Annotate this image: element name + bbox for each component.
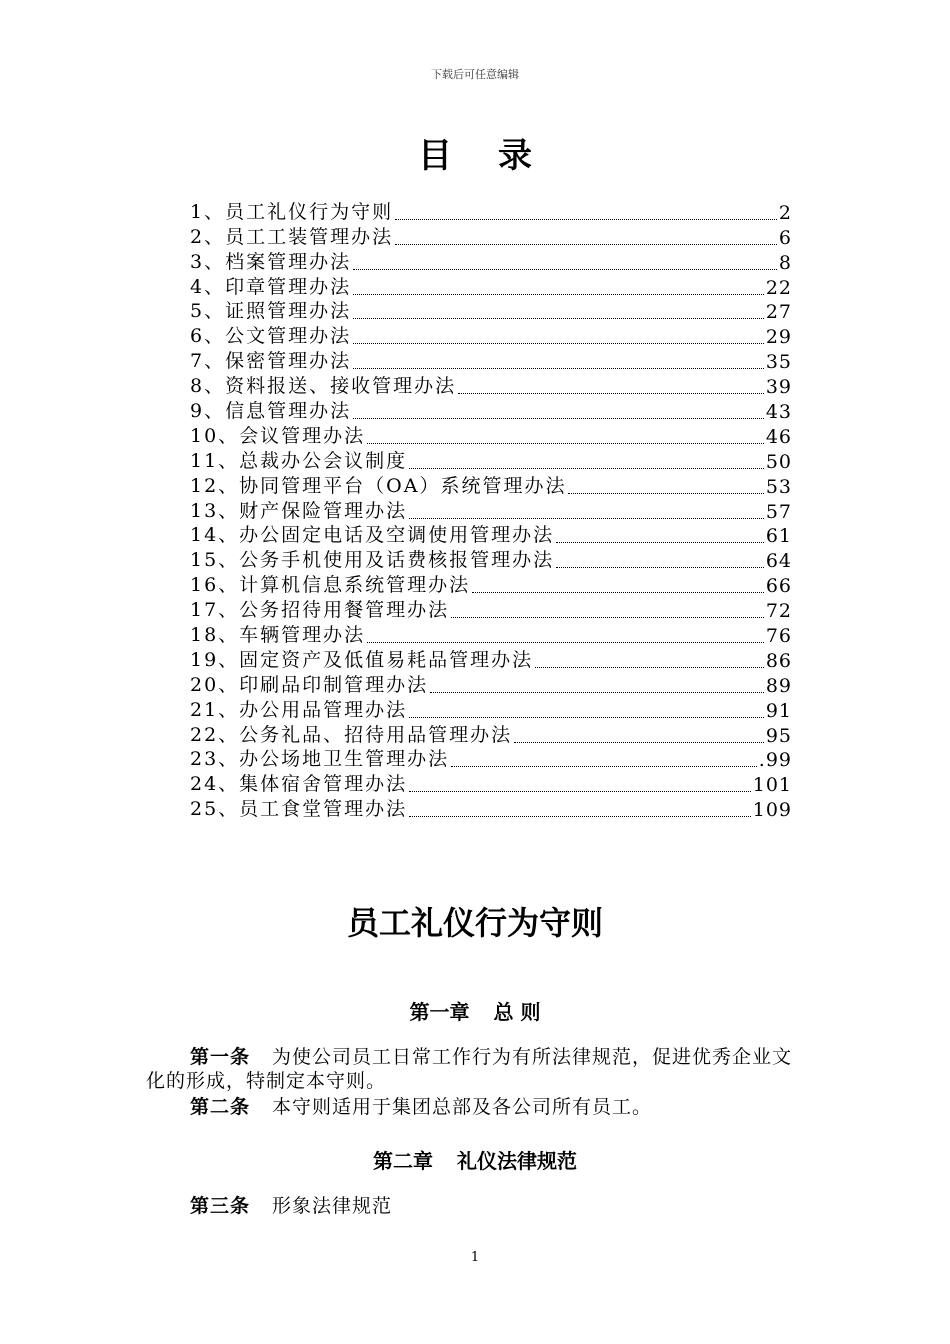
- toc-entry-label: 25、员工食堂管理办法: [190, 798, 408, 821]
- toc-entry-label: 9、信息管理办法: [190, 400, 352, 423]
- toc-entry-page: 46: [765, 425, 792, 448]
- chapter-heading: [0, 1145, 950, 1174]
- toc-entry-label: 13、财产保险管理办法: [190, 499, 408, 522]
- toc-entry-label: 24、集体宿舍管理办法: [190, 773, 408, 796]
- toc-entry-label: 6、公文管理办法: [190, 325, 352, 348]
- toc-entry-page: 89: [765, 674, 792, 697]
- toc-leader: [556, 567, 764, 568]
- toc-entry[interactable]: [190, 572, 792, 597]
- toc-entry-label: 1、员工礼仪行为守则: [190, 200, 394, 223]
- toc-leader: [353, 368, 764, 369]
- toc-entry-label: 8、资料报送、接收管理办法: [190, 375, 457, 398]
- toc-leader: [535, 667, 764, 668]
- toc-entry[interactable]: [190, 224, 792, 249]
- toc-entry[interactable]: [190, 622, 792, 647]
- toc-entry-page: 22: [765, 276, 792, 299]
- toc-leader: [451, 617, 764, 618]
- toc-entry[interactable]: [190, 249, 792, 274]
- toc-entry-page: 57: [765, 500, 792, 523]
- article-text: 为使公司员工日常工作行为有所法律规范，促进优秀企业文化的形成，特制定本守则。: [146, 1046, 793, 1092]
- toc-entry-label: 23、办公场地卫生管理办法: [190, 748, 450, 771]
- toc-entry-label: 3、档案管理办法: [190, 250, 352, 273]
- chapter-name: 礼仪法律规范: [457, 1149, 577, 1173]
- toc-entry-page: 8: [778, 251, 792, 274]
- toc-entry-label: 7、保密管理办法: [190, 350, 352, 373]
- article-paragraph: [146, 1194, 850, 1218]
- toc-entry-page: 35: [765, 351, 792, 374]
- toc-leader: [458, 393, 764, 394]
- toc-entry-label: 17、公务招待用餐管理办法: [190, 599, 450, 622]
- toc-leader: [367, 642, 764, 643]
- toc-entry-page: 6: [778, 226, 792, 249]
- toc-entry[interactable]: [190, 323, 792, 348]
- toc-entry-page: 43: [765, 401, 792, 424]
- toc-entry[interactable]: [190, 373, 792, 398]
- article-text: 本守则适用于集团总部及各公司所有员工。: [272, 1096, 653, 1118]
- toc-leader: [353, 418, 764, 419]
- toc-leader: [568, 493, 763, 494]
- toc-entry[interactable]: [190, 348, 792, 373]
- chapter-number: 第二章: [373, 1149, 433, 1173]
- toc-entry-page: 50: [765, 450, 792, 473]
- toc-entry-page: 39: [765, 376, 792, 399]
- toc-entry-page: 29: [765, 326, 792, 349]
- toc-entry-page: 2: [778, 201, 792, 224]
- chapter-heading: [0, 996, 950, 1025]
- toc-leader: [514, 742, 764, 743]
- toc-entry[interactable]: [190, 747, 792, 772]
- table-of-contents: [190, 199, 792, 821]
- toc-leader: [395, 244, 777, 245]
- article-label: 第二条: [190, 1096, 251, 1118]
- toc-title: 目录: [418, 136, 578, 176]
- toc-leader: [409, 518, 764, 519]
- toc-leader: [409, 717, 764, 718]
- toc-entry-label: 21、办公用品管理办法: [190, 698, 408, 721]
- toc-entry-page: 109: [752, 799, 792, 822]
- chapter-number: 第一章: [409, 1000, 470, 1024]
- toc-entry-page: 61: [765, 525, 792, 548]
- toc-entry-label: 11、总裁办公会议制度: [190, 449, 408, 472]
- toc-entry-label: 22、公务礼品、招待用品管理办法: [190, 723, 513, 746]
- toc-leader: [353, 318, 764, 319]
- toc-entry[interactable]: [190, 672, 792, 697]
- article-paragraph: [146, 1045, 806, 1093]
- toc-entry[interactable]: [190, 647, 792, 672]
- toc-entry-label: 16、计算机信息系统管理办法: [190, 574, 471, 597]
- page-number: 1: [470, 1250, 480, 1265]
- article-paragraph: [146, 1095, 850, 1119]
- toc-entry-page: 86: [765, 649, 792, 672]
- toc-entry-page: 72: [765, 600, 792, 623]
- toc-leader: [353, 269, 777, 270]
- toc-leader: [409, 791, 751, 792]
- toc-entry[interactable]: [190, 547, 792, 572]
- toc-entry[interactable]: [190, 722, 792, 747]
- toc-entry[interactable]: [190, 498, 792, 523]
- toc-entry-label: 12、协同管理平台（OA）系统管理办法: [190, 474, 567, 497]
- article-label: 第三条: [190, 1195, 251, 1217]
- toc-entry[interactable]: [190, 398, 792, 423]
- toc-entry-label: 19、固定资产及低值易耗品管理办法: [190, 648, 534, 671]
- toc-entry[interactable]: [190, 199, 792, 224]
- toc-leader: [353, 294, 764, 295]
- toc-entry-page: 91: [765, 699, 792, 722]
- toc-entry[interactable]: [190, 274, 792, 299]
- toc-leader: [395, 219, 777, 220]
- toc-entry-label: 18、车辆管理办法: [190, 624, 366, 647]
- toc-entry-label: 4、印章管理办法: [190, 275, 352, 298]
- toc-entry-label: 2、员工工装管理办法: [190, 225, 394, 248]
- toc-entry[interactable]: [190, 473, 792, 498]
- toc-entry-page: 101: [752, 774, 792, 797]
- toc-entry-page: 76: [765, 625, 792, 648]
- article-text: 形象法律规范: [272, 1195, 393, 1217]
- toc-entry-page: .99: [758, 749, 792, 772]
- toc-leader: [430, 692, 764, 693]
- toc-entry-label: 5、证照管理办法: [190, 300, 352, 323]
- toc-entry-page: 95: [765, 724, 792, 747]
- toc-entry-label: 15、公务手机使用及话费核报管理办法: [190, 549, 555, 572]
- toc-entry-page: 53: [765, 475, 792, 498]
- chapter-name: 总 则: [493, 1000, 541, 1024]
- toc-entry-label: 20、印刷品印制管理办法: [190, 673, 429, 696]
- toc-entry[interactable]: [190, 423, 792, 448]
- toc-leader: [556, 542, 764, 543]
- toc-entry-page: 64: [765, 550, 792, 573]
- toc-entry[interactable]: [190, 299, 792, 324]
- toc-entry[interactable]: [190, 523, 792, 548]
- toc-entry[interactable]: [190, 771, 792, 796]
- toc-entry-label: 14、办公固定电话及空调使用管理办法: [190, 524, 555, 547]
- toc-leader: [367, 443, 764, 444]
- toc-entry-page: 27: [765, 301, 792, 324]
- toc-entry-page: 66: [765, 575, 792, 598]
- toc-leader: [451, 766, 757, 767]
- toc-entry[interactable]: [190, 697, 792, 722]
- toc-entry[interactable]: [190, 796, 792, 821]
- header-note: 下载后可任意编辑: [431, 68, 519, 81]
- article-label: 第一条: [190, 1046, 251, 1068]
- toc-leader: [353, 343, 764, 344]
- document-title: 员工礼仪行为守则: [346, 904, 603, 942]
- toc-entry[interactable]: [190, 448, 792, 473]
- toc-entry-label: 10、会议管理办法: [190, 424, 366, 447]
- toc-leader: [409, 468, 764, 469]
- toc-leader: [409, 816, 751, 817]
- toc-entry[interactable]: [190, 597, 792, 622]
- toc-leader: [472, 592, 764, 593]
